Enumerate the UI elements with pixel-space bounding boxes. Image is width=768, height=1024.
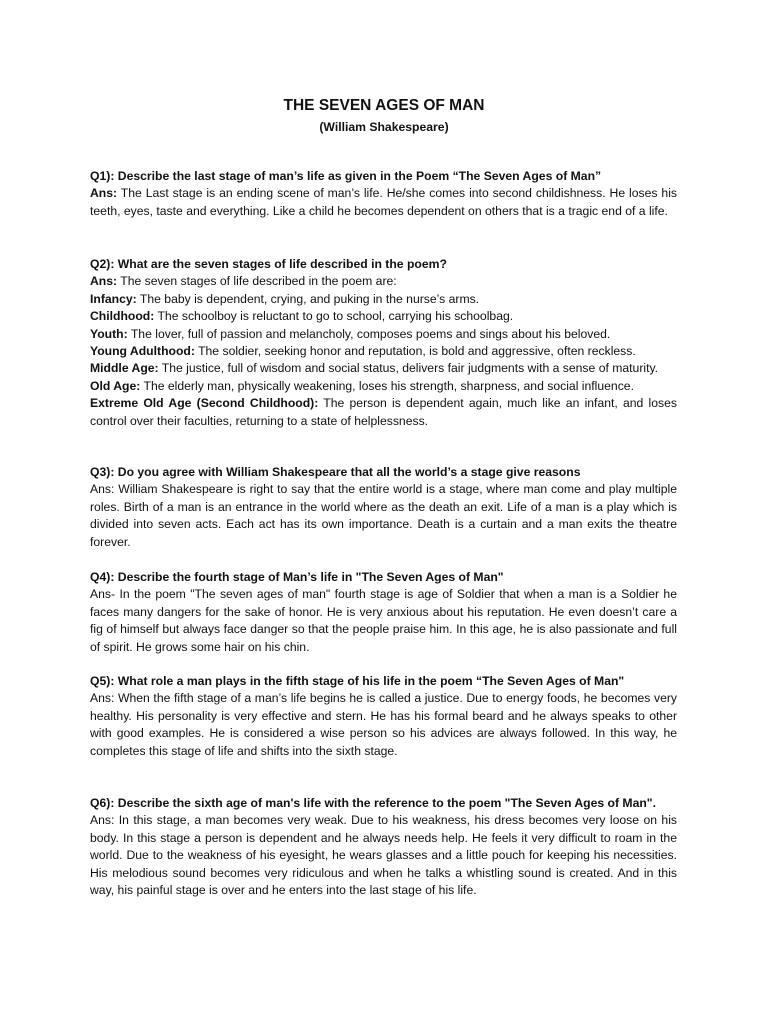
question-q3: Q3): Do you agree with William Shakespeare that all the world’s a stage give reasons <box>90 465 581 479</box>
question-q4: Q4): Describe the fourth stage of Man’s life in "The Seven Ages of Man" <box>90 570 504 584</box>
stage-text: The justice, full of wisdom and social status, delivers fair judgments with a sense of maturity. <box>158 361 659 376</box>
answer-label: Ans: <box>90 186 118 201</box>
stage-extreme-old-age <box>90 395 677 430</box>
stage-label: Youth: <box>90 326 128 341</box>
question-q2: Q2): What are the seven stages of life described in the poem? <box>90 257 447 271</box>
question-block-q2 <box>90 256 677 430</box>
question-block-q6 <box>90 795 677 899</box>
stage-text: The elderly man, physically weakening, loses his strength, sharpness, and social influence. <box>140 378 634 393</box>
question-block-q3 <box>90 464 677 551</box>
answer-text: The Last stage is an ending scene of man’s life. He/she comes into second childishness. He loses his teeth, eyes, taste and everything. Like a child he becomes dependent on others that is a tragic end of a life. <box>90 186 677 218</box>
stage-childhood <box>90 308 677 325</box>
answer-text: The seven stages of life described in the poem are: <box>117 274 397 289</box>
question-block-q1 <box>90 168 677 220</box>
stage-label: Old Age: <box>90 378 141 393</box>
stage-infancy <box>90 291 677 308</box>
answer-q1 <box>90 185 677 220</box>
question-q5: Q5): What role a man plays in the fifth stage of his life in the poem “The Seven Ages of Man" <box>90 674 625 688</box>
stage-label: Middle Age: <box>90 361 159 376</box>
stage-text: The schoolboy is reluctant to go to school, carrying his schoolbag. <box>154 309 514 324</box>
answer-q5: Ans: When the fifth stage of a man’s life begins he is called a justice. Due to energy foods, he becomes very healthy. His personality is very effective and stern. He has his formal beard and he always speaks to other with good examples. He is considered a wise person so his advices are always followed. In this way, he completes this stage of life and shifts into the sixth stage. <box>90 691 677 758</box>
stage-old-age <box>90 378 677 395</box>
stage-label: Childhood: <box>90 309 155 324</box>
stage-label: Infancy: <box>90 291 137 306</box>
page-title: THE SEVEN AGES OF MAN <box>283 97 485 114</box>
answer-q4: Ans- In the poem "The seven ages of man" fourth stage is age of Soldier that when a man is a Soldier he faces many dangers for the sake of honor. He is very anxious about his reputation. He even doesn’t care a fig of himself but always face danger so that the people praise him. In this age, he is also passionate and full of spirit. He grows some hair on his chin. <box>90 587 677 654</box>
stage-text: The baby is dependent, crying, and puking in the nurse’s arms. <box>136 291 480 306</box>
answer-q6: Ans: In this stage, a man becomes very weak. Due to his weakness, his dress becomes very loose on his body. In this stage a person is dependent and he always needs help. He feels it very difficult to roam in the world. Due to the weakness of his eyesight, he wears glasses and a little pouch for keeping his necessities. His melodious sound becomes very ridiculous and when he talks a whistling sound is created. And in this way, his painful stage is over and he enters into the last stage of his life. <box>90 813 677 898</box>
question-block-q5 <box>90 673 677 760</box>
stage-text: The soldier, seeking honor and reputation, is bold and aggressive, often reckless. <box>194 344 636 359</box>
stage-middle-age <box>90 360 677 377</box>
stage-label: Extreme Old Age (Second Childhood): <box>90 396 319 411</box>
answer-label: Ans: <box>90 274 118 289</box>
stage-text: The lover, full of passion and melancholy, composes poems and sings about his beloved. <box>127 326 611 341</box>
stage-young-adulthood <box>90 343 677 360</box>
question-q1: Q1): Describe the last stage of man’s life as given in the Poem “The Seven Ages of Man” <box>90 169 602 183</box>
question-q6: Q6): Describe the sixth age of man's life with the reference to the poem "The Seven Ages of Man". <box>90 796 656 810</box>
answer-q2-intro <box>90 273 677 290</box>
question-block-q4 <box>90 569 677 656</box>
stage-label: Young Adulthood: <box>90 344 195 359</box>
author-subtitle: (William Shakespeare) <box>319 120 449 134</box>
stage-text: The person is dependent again, much like an infant, and loses control over their faculties, returning to a state of helplessness. <box>90 396 677 428</box>
stage-youth <box>90 326 677 343</box>
answer-q3: Ans: William Shakespeare is right to say that the entire world is a stage, where man come and play multiple roles. Birth of a man is an entrance in the world where as the death an exit. Life of a man is a play which is divided into seven acts. Each act has its own importance. Death is a curtain and a man exits the theatre forever. <box>90 482 677 549</box>
